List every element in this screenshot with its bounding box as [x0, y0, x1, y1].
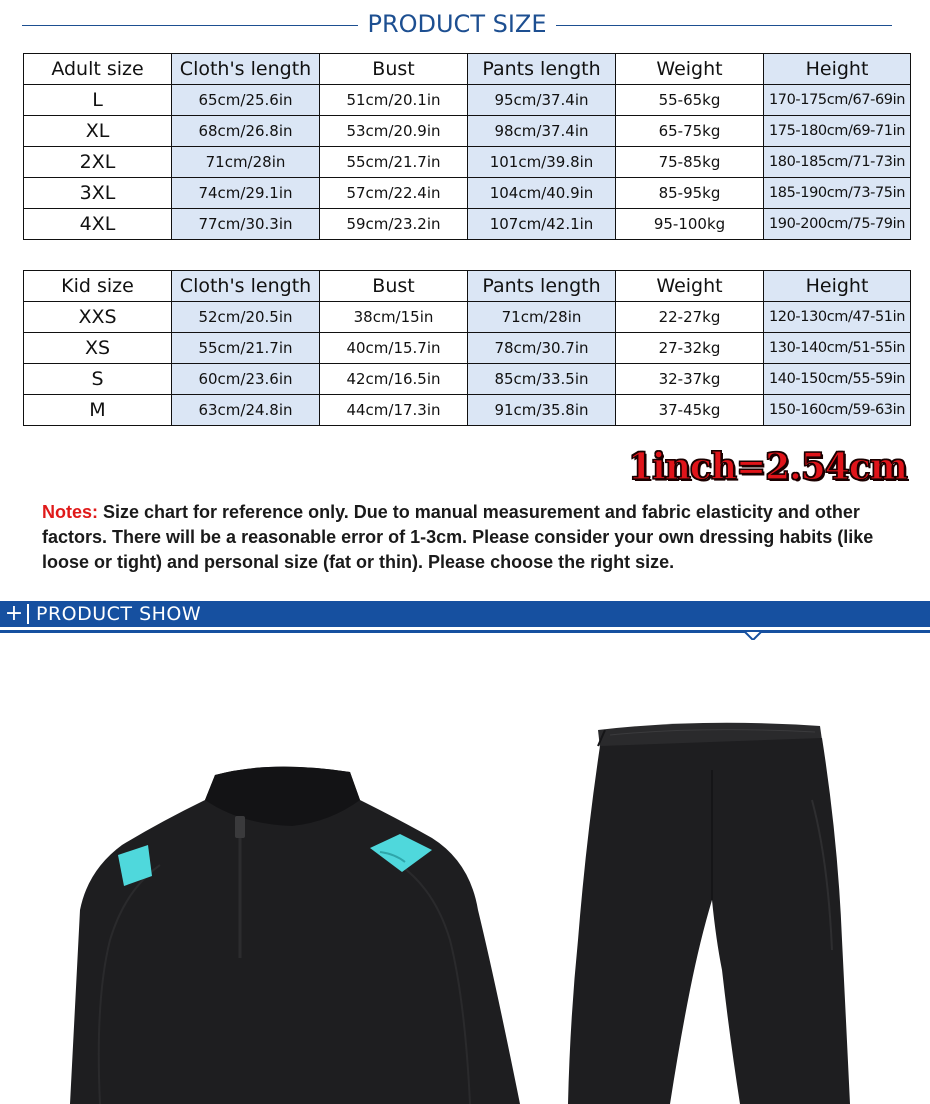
table-row — [24, 209, 911, 240]
table-cell: 91cm/35.8in — [468, 395, 616, 426]
product-show-bar — [0, 601, 930, 627]
table-cell: 180-185cm/71-73in — [764, 147, 911, 178]
notes-text: Size chart for reference only. Due to manual measurement and fabric elasticity and other factors. There will be a reasonable error of 1-3cm. Please consider your own dressing habits (like loose or tight) and personal size (fat or thin). Please choose the right size. — [42, 502, 874, 572]
adult-column-header: Weight — [616, 54, 764, 85]
table-cell: 60cm/23.6in — [172, 364, 320, 395]
adult-header-row — [24, 54, 911, 85]
table-cell: 32-37kg — [616, 364, 764, 395]
kid-column-header: Weight — [616, 271, 764, 302]
table-cell: 77cm/30.3in — [172, 209, 320, 240]
table-cell: 175-180cm/69-71in — [764, 116, 911, 147]
kid-column-header: Bust — [320, 271, 468, 302]
table-row — [24, 85, 911, 116]
adult-size-table — [23, 53, 911, 240]
table-cell: 38cm/15in — [320, 302, 468, 333]
table-row — [24, 178, 911, 209]
table-cell: 170-175cm/67-69in — [764, 85, 911, 116]
table-cell: 52cm/20.5in — [172, 302, 320, 333]
table-cell: XL — [24, 116, 172, 147]
product-show-label: PRODUCT SHOW — [36, 603, 202, 625]
table-cell: 107cm/42.1in — [468, 209, 616, 240]
header-left-line — [22, 25, 358, 26]
table-cell: 40cm/15.7in — [320, 333, 468, 364]
table-cell: 120-130cm/47-51in — [764, 302, 911, 333]
table-cell: M — [24, 395, 172, 426]
table-cell: 57cm/22.4in — [320, 178, 468, 209]
table-cell: 150-160cm/59-63in — [764, 395, 911, 426]
table-cell: 101cm/39.8in — [468, 147, 616, 178]
header-right-line — [556, 25, 892, 26]
table-cell: 95cm/37.4in — [468, 85, 616, 116]
table-cell: 4XL — [24, 209, 172, 240]
table-cell: 37-45kg — [616, 395, 764, 426]
product-size-header — [0, 0, 930, 52]
table-cell: 3XL — [24, 178, 172, 209]
table-cell: L — [24, 85, 172, 116]
kid-column-header: Kid size — [24, 271, 172, 302]
table-cell: 85cm/33.5in — [468, 364, 616, 395]
table-cell: 65cm/25.6in — [172, 85, 320, 116]
table-cell: 185-190cm/73-75in — [764, 178, 911, 209]
plus-icon: + — [4, 601, 24, 626]
adult-column-header: Adult size — [24, 54, 172, 85]
table-cell: 68cm/26.8in — [172, 116, 320, 147]
kid-column-header: Cloth's length — [172, 271, 320, 302]
table-cell: 55cm/21.7in — [172, 333, 320, 364]
kid-column-header: Height — [764, 271, 911, 302]
bar-divider — [27, 604, 29, 624]
table-cell: S — [24, 364, 172, 395]
table-row — [24, 333, 911, 364]
table-cell: 63cm/24.8in — [172, 395, 320, 426]
table-cell: 55cm/21.7in — [320, 147, 468, 178]
size-notes — [42, 500, 912, 575]
adult-column-header: Height — [764, 54, 911, 85]
table-cell: 59cm/23.2in — [320, 209, 468, 240]
table-cell: 104cm/40.9in — [468, 178, 616, 209]
table-cell: 22-27kg — [616, 302, 764, 333]
table-cell: 51cm/20.1in — [320, 85, 468, 116]
table-cell: 71cm/28in — [468, 302, 616, 333]
table-cell: XXS — [24, 302, 172, 333]
table-cell: 55-65kg — [616, 85, 764, 116]
notes-label: Notes: — [42, 502, 99, 522]
table-cell: 98cm/37.4in — [468, 116, 616, 147]
table-cell: 130-140cm/51-55in — [764, 333, 911, 364]
product-size-title: PRODUCT SIZE — [367, 10, 547, 38]
table-cell: 95-100kg — [616, 209, 764, 240]
table-cell: XS — [24, 333, 172, 364]
table-cell: 74cm/29.1in — [172, 178, 320, 209]
kid-size-table — [23, 270, 911, 426]
inch-cm-conversion: 1inch=2.54cm — [628, 446, 907, 488]
table-row — [24, 147, 911, 178]
table-row — [24, 395, 911, 426]
table-cell: 71cm/28in — [172, 147, 320, 178]
table-row — [24, 116, 911, 147]
table-cell: 140-150cm/55-59in — [764, 364, 911, 395]
product-show-underline — [0, 630, 930, 633]
table-cell: 44cm/17.3in — [320, 395, 468, 426]
table-row — [24, 302, 911, 333]
adult-column-header: Pants length — [468, 54, 616, 85]
table-cell: 65-75kg — [616, 116, 764, 147]
table-cell: 27-32kg — [616, 333, 764, 364]
table-row — [24, 364, 911, 395]
tracksuit-photo — [0, 640, 930, 1104]
adult-column-header: Cloth's length — [172, 54, 320, 85]
table-cell: 78cm/30.7in — [468, 333, 616, 364]
table-cell: 75-85kg — [616, 147, 764, 178]
kid-header-row — [24, 271, 911, 302]
table-cell: 190-200cm/75-79in — [764, 209, 911, 240]
table-cell: 53cm/20.9in — [320, 116, 468, 147]
table-cell: 85-95kg — [616, 178, 764, 209]
table-cell: 42cm/16.5in — [320, 364, 468, 395]
kid-column-header: Pants length — [468, 271, 616, 302]
adult-column-header: Bust — [320, 54, 468, 85]
table-cell: 2XL — [24, 147, 172, 178]
